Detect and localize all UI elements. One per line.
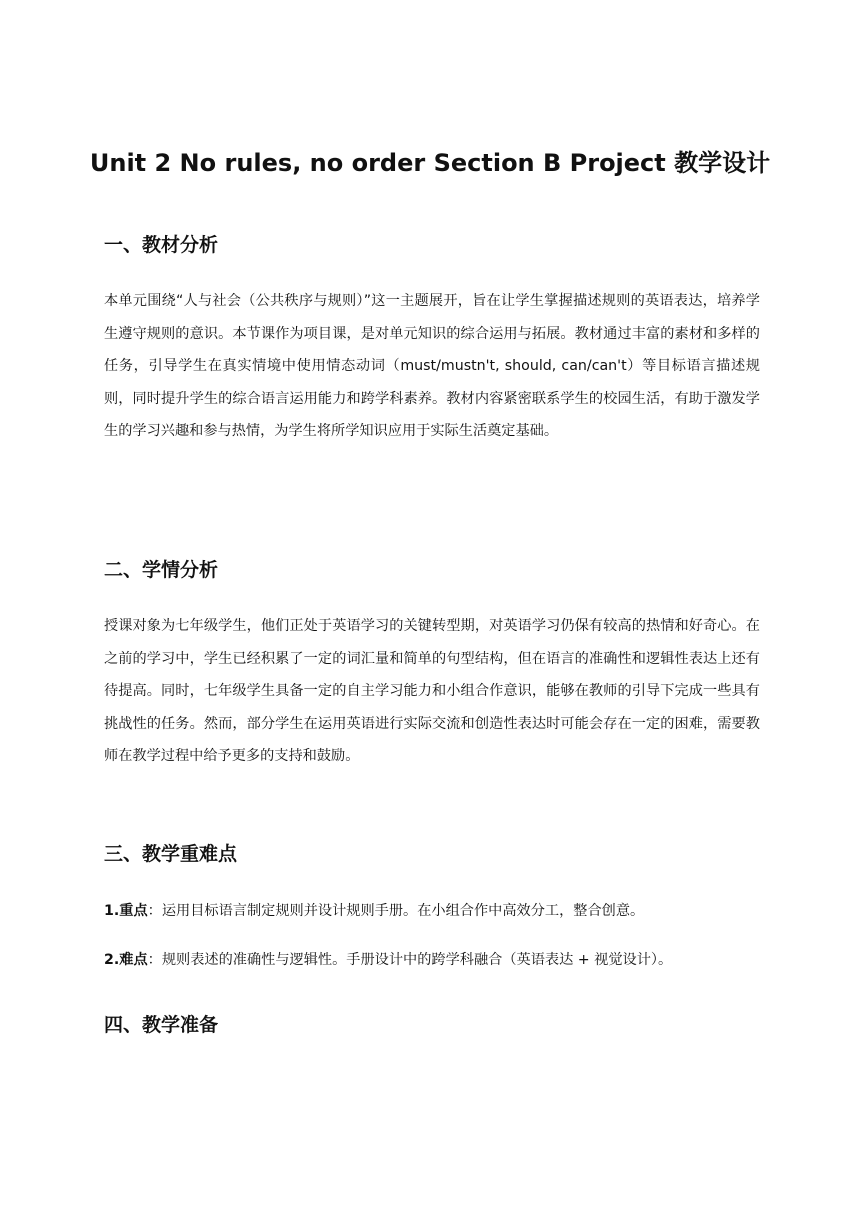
difficult-point-text: ：规则表述的准确性与逻辑性。手册设计中的跨学科融合（英语表达 + 视觉设计）。 bbox=[147, 952, 673, 968]
section-paragraph-textbook-analysis: 本单元围绕“人与社会（公共秩序与规则）”这一主题展开，旨在让学生掌握描述规则的英语表达，培养学生遵守规则的意识。本节课作为项目课，是对单元知识的综合运用与拓展。教材通过丰富的素材和多样的任务，引导学生在真实情境中使用情态动词（must/mustn't, should, can/can't）等目标语言描述规则，同时提升学生的综合语言运用能力和跨学科素养。教材内容紧密联系学生的校园生活，有助于激发学生的学习兴趣和参与热情，为学生将所学知识应用于实际生活奠定基础。 bbox=[104, 293, 760, 440]
key-point-item bbox=[104, 897, 784, 925]
section-paragraph-learner-analysis: 授课对象为七年级学生，他们正处于英语学习的关键转型期，对英语学习仍保有较高的热情和好奇心。在之前的学习中，学生已经积累了一定的词汇量和简单的句型结构，但在语言的准确性和逻辑性表达上还有待提高。同时，七年级学生具备一定的自主学习能力和小组合作意识，能够在教师的引导下完成一些具有挑战性的任务。然而，部分学生在运用英语进行实际交流和创造性表达时可能会存在一定的困难，需要教师在教学过程中给予更多的支持和鼓励。 bbox=[104, 618, 760, 765]
key-point-label: 1.重点 bbox=[104, 903, 148, 919]
difficult-point-label: 2.难点 bbox=[104, 952, 148, 968]
section-heading-learner-analysis: 二、学情分析 bbox=[104, 559, 219, 581]
section-heading-key-difficult-points: 三、教学重难点 bbox=[104, 843, 238, 865]
section-heading-teaching-preparation: 四、教学准备 bbox=[104, 1014, 219, 1036]
document-title: Unit 2 No rules, no order Section B Project 教学设计 bbox=[89, 149, 771, 177]
key-point-text: ：运用目标语言制定规则并设计规则手册。在小组合作中高效分工，整合创意。 bbox=[147, 903, 645, 919]
difficult-point-item bbox=[104, 946, 784, 974]
section-heading-textbook-analysis: 一、教材分析 bbox=[104, 234, 219, 256]
